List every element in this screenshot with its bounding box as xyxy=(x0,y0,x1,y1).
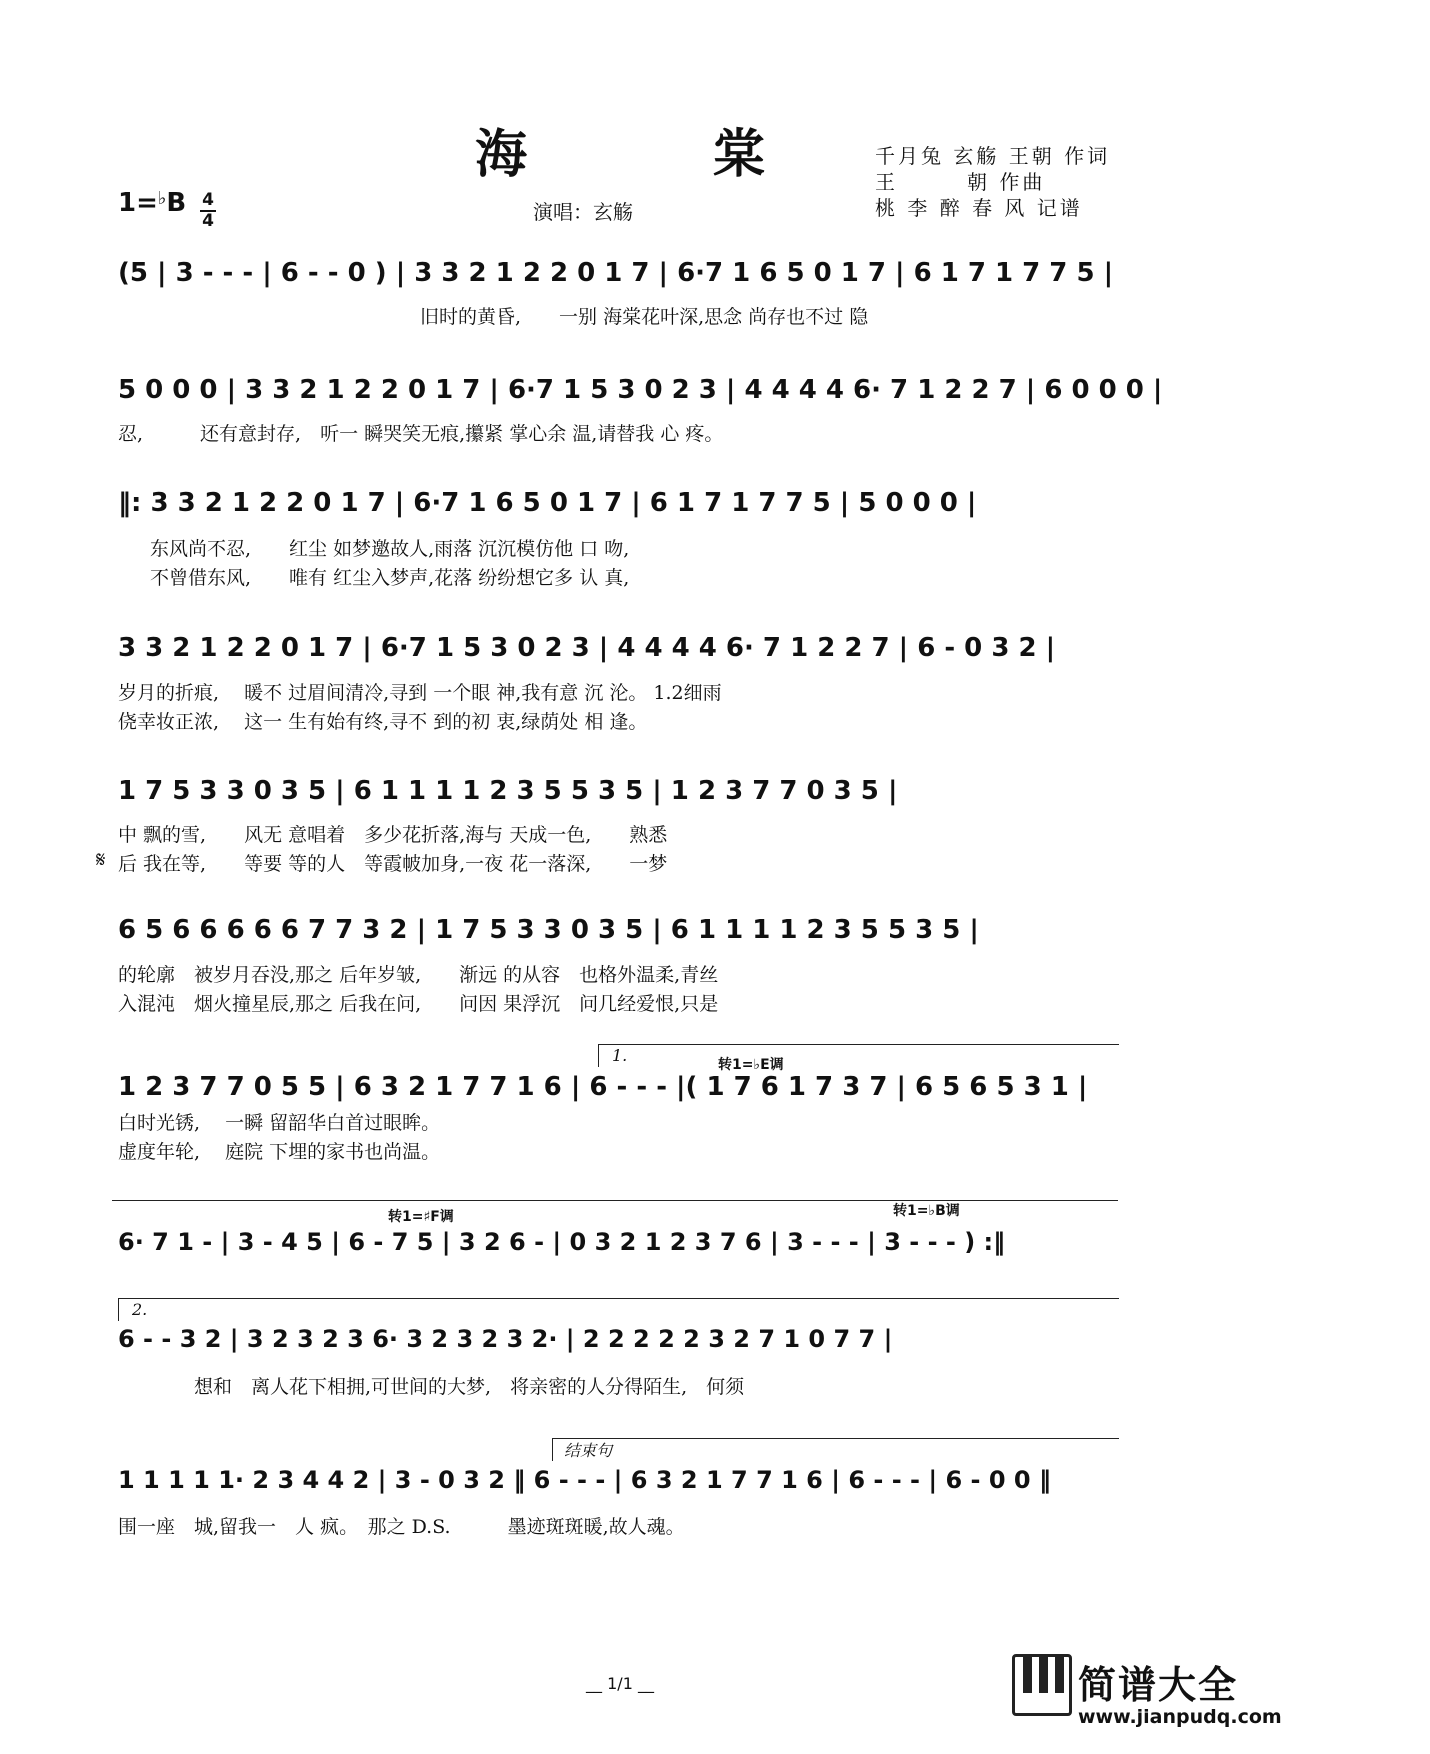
system-8-notes: 6· 7 1 - | 3 - 4 5 | 6 - 7 5 | 3 2 6 - | 0 3 2 1 2 3 7 6 | 3 - - - | 3 - - - ) :‖ xyxy=(118,1228,1006,1256)
system-4-notes: 3 3 2 1 2 2 0 1 7 | 6·7 1 5 3 0 2 3 | 4 4 4 4 6· 7 1 2 2 7 | 6 - 0 3 2 | xyxy=(118,633,1056,663)
key-signature xyxy=(118,188,186,218)
modulation-f-sharp: 转1=♯F调 xyxy=(388,1209,454,1225)
key-prefix: 1= xyxy=(118,188,158,218)
system-10-notes: 1 1 1 1 1· 2 3 4 4 2 | 3 - 0 3 2 ‖ 6 - - - | 6 3 2 1 7 7 1 6 | 6 - - - | 6 - 0 0 ‖ xyxy=(118,1466,1051,1494)
segno-sign: 𝄋 xyxy=(96,848,106,873)
flat-sign: ♭ xyxy=(157,188,167,209)
composer-credit: 王 朝 作曲 xyxy=(875,170,1046,194)
ending-label: 结束句 xyxy=(564,1441,613,1460)
system-4-lyrics-1: 岁月的折痕, 暖不 过眉间清冷,寻到 一个眼 神,我有意 沉 沦。 1.2细雨 xyxy=(118,682,722,704)
site-logo[interactable] xyxy=(1012,1654,1282,1752)
system-1-lyrics-1: 旧时的黄昏, 一别 海棠花叶深,思念 尚存也不过 隐 xyxy=(420,306,869,328)
system-1-notes: (5 | 3 - - - | 6 - - 0 ) | 3 3 2 1 2 2 0 1 7 | 6·7 1 6 5 0 1 7 | 6 1 7 1 7 7 5 | xyxy=(118,258,1114,288)
first-ending-bracket xyxy=(598,1044,1119,1067)
song-title: 海 棠 xyxy=(474,124,850,185)
ending-bracket xyxy=(552,1438,1119,1461)
system-9-lyrics-1: 想和 离人花下相拥,可世间的大梦, 将亲密的人分得陌生, 何须 xyxy=(118,1376,745,1398)
page-number-text: 1/1 xyxy=(607,1674,633,1693)
time-signature xyxy=(200,192,216,230)
piano-icon xyxy=(1012,1654,1072,1716)
system-5-lyrics-2: 后 我在等, 等要 等的人 等霞帔加身,一夜 花一落深, 一梦 xyxy=(118,853,668,875)
system-3-lyrics-1: 东风尚不忍, 红尘 如梦邀故人,雨落 沉沉模仿他 口 吻, xyxy=(150,538,630,560)
system-2-notes: 5 0 0 0 | 3 3 2 1 2 2 0 1 7 | 6·7 1 5 3 0 2 3 | 4 4 4 4 6· 7 1 2 2 7 | 6 0 0 0 | xyxy=(118,375,1163,405)
system-7-lyrics-1: 白时光锈, 一瞬 留韶华白首过眼眸。 xyxy=(118,1112,441,1134)
system-3-lyrics-2: 不曾借东风, 唯有 红尘入梦声,花落 纷纷想它多 认 真, xyxy=(150,567,630,589)
second-ending-bracket xyxy=(118,1298,1119,1321)
page-number: __ 1/1 __ xyxy=(586,1674,654,1693)
logo-url: www.jianpudq.com xyxy=(1078,1706,1282,1728)
system-7-notes: 1 2 3 7 7 0 5 5 | 6 3 2 1 7 7 1 6 | 6 - - - |( 1 7 6 1 7 3 7 | 6 5 6 5 3 1 | xyxy=(118,1072,1088,1102)
system-10-lyrics-1: 围一座 城,留我一 人 疯。 那之 D.S. 墨迹斑斑暖,故人魂。 xyxy=(118,1516,685,1538)
first-ending-label: 1. xyxy=(612,1046,628,1065)
modulation-e-flat: 转1=♭E调 xyxy=(718,1057,784,1073)
logo-brand: 简谱大全 xyxy=(1078,1663,1239,1707)
system-6-notes: 6 5 6 6 6 6 6 7 7 3 2 | 1 7 5 3 3 0 3 5 | 6 1 1 1 1 2 3 5 5 3 5 | xyxy=(118,915,979,945)
system-6-lyrics-1: 的轮廓 被岁月吞没,那之 后年岁皱, 渐远 的从容 也格外温柔,青丝 xyxy=(118,964,719,986)
first-ending-bracket-continued xyxy=(112,1200,1118,1223)
system-4-lyrics-2: 侥幸妆正浓, 这一 生有始有终,寻不 到的初 衷,绿荫处 相 逢。 xyxy=(118,711,648,733)
singer-credit: 演唱：玄觞 xyxy=(533,200,633,224)
system-3-notes: ‖: 3 3 2 1 2 2 0 1 7 | 6·7 1 6 5 0 1 7 | 6 1 7 1 7 7 5 | 5 0 0 0 | xyxy=(118,488,977,518)
system-5-notes: 1 7 5 3 3 0 3 5 | 6 1 1 1 1 2 3 5 5 3 5 | 1 2 3 7 7 0 3 5 | xyxy=(118,776,898,806)
meter-bottom: 4 xyxy=(202,211,214,231)
system-5-lyrics-1: 中 飘的雪, 风无 意唱着 多少花折落,海与 天成一色, 熟悉 xyxy=(118,824,668,846)
transcriber-credit: 桃 李 醉 春 风 记谱 xyxy=(875,196,1083,220)
system-7-lyrics-2: 虚度年轮, 庭院 下埋的家书也尚温。 xyxy=(118,1141,441,1163)
lyricist-credit: 千月兔 玄觞 王朝 作词 xyxy=(875,144,1111,168)
system-6-lyrics-2: 入混沌 烟火撞星辰,那之 后我在问, 问因 果浮沉 问几经爱恨,只是 xyxy=(118,993,719,1015)
system-2-lyrics-1: 忍, 还有意封存, 听一 瞬哭笑无痕,攥紧 掌心余 温,请替我 心 疼。 xyxy=(118,423,724,445)
second-ending-label: 2. xyxy=(132,1300,148,1319)
meter-top: 4 xyxy=(202,190,214,210)
modulation-b-flat: 转1=♭B调 xyxy=(893,1203,960,1219)
key-tone: B xyxy=(166,188,187,218)
system-9-notes: 6 - - 3 2 | 3 2 3 2 3 6· 3 2 3 2 3 2· | 2 2 2 2 2 3 2 7 1 0 7 7 | xyxy=(118,1325,893,1353)
